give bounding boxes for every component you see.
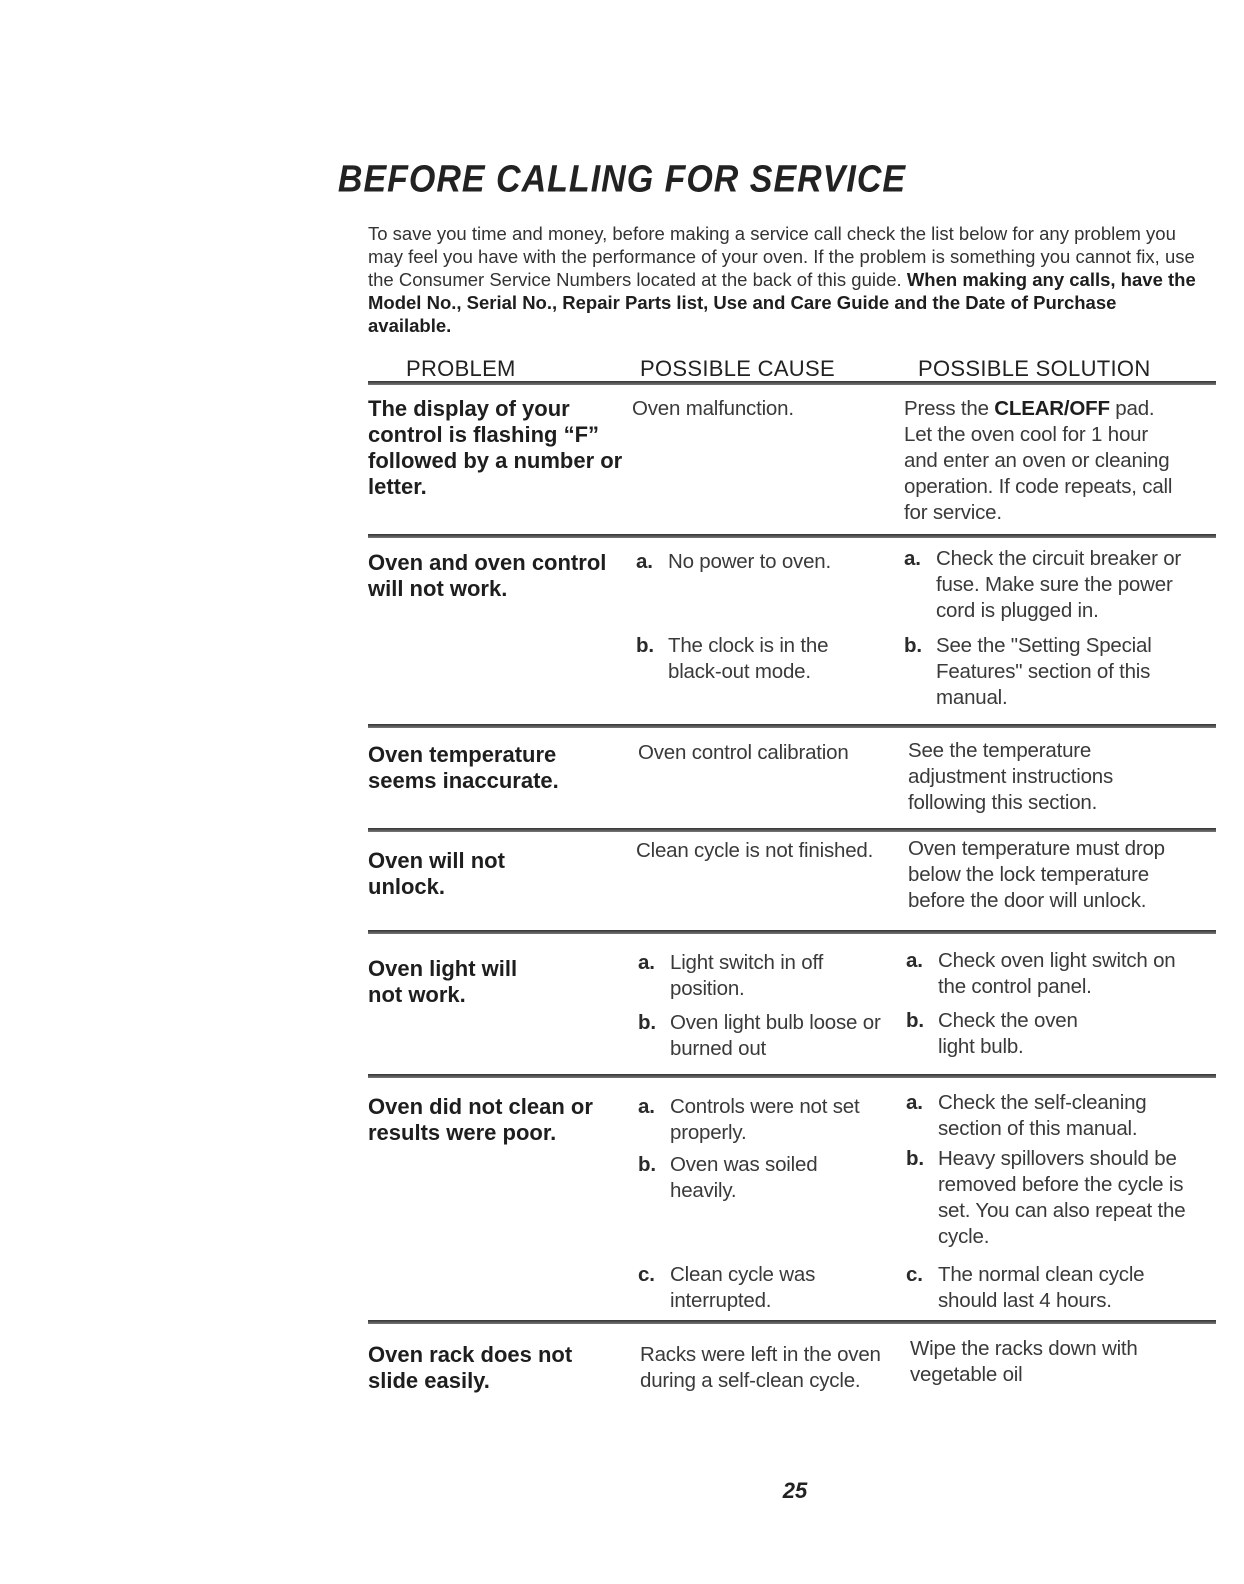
solution-item	[904, 633, 1186, 711]
row-divider	[368, 828, 1216, 832]
cause-item	[638, 1152, 838, 1204]
page-number-text: 25	[782, 1478, 808, 1503]
cause-item	[638, 1094, 888, 1146]
item-text: Light switch in off position.	[670, 951, 824, 1000]
cause-item	[636, 549, 876, 575]
item-text: See the "Setting Special Features" section of this manual.	[936, 634, 1152, 709]
cause-item	[638, 1262, 858, 1314]
item-letter: a.	[638, 951, 655, 974]
item-letter: b.	[638, 1153, 656, 1176]
item-letter: a.	[638, 1095, 655, 1118]
item-text: Check the circuit breaker or fuse. Make sure the power cord is plugged in.	[936, 547, 1182, 622]
intro-bold-text: When making any calls, have the Model No., Serial No., Repair Parts list, Use and Care Guide and the Date of Purchase available.	[368, 269, 1196, 336]
solution-item	[906, 1090, 1188, 1142]
solution-text: pad. Let the oven cool for 1 hour and enter an oven or cleaning operation. If code repeats, call for service.	[904, 397, 1173, 524]
header-problem: PROBLEM	[406, 356, 516, 381]
solution-item	[906, 1146, 1188, 1250]
problem-oven-not-work: Oven and oven control will not work.	[368, 550, 607, 601]
item-text: Check oven light switch on the control panel.	[938, 949, 1176, 998]
solution-wipe-racks: Wipe the racks down with vegetable oil	[910, 1337, 1138, 1386]
item-text: Check the oven light bulb.	[938, 1009, 1078, 1058]
cause-clean-cycle-not-finished: Clean cycle is not finished.	[636, 839, 874, 862]
solution-temperature-adjustment: See the temperature adjustment instructions following this section.	[908, 739, 1114, 814]
problem-oven-rack: Oven rack does not slide easily.	[368, 1342, 573, 1393]
intro-text: To save you time and money, before making a service call check the list below for any problem you may feel you have with the performance of your oven. If the problem is something you cannot fix, use the Consumer Service Numbers located at the back of this guide.	[368, 223, 1195, 290]
row-divider	[368, 930, 1216, 934]
item-letter: b.	[638, 1011, 656, 1034]
solution-item	[906, 948, 1188, 1000]
item-text: The clock is in the black-out mode.	[668, 634, 829, 683]
item-text: Oven was soiled heavily.	[670, 1153, 818, 1202]
item-letter: a.	[906, 949, 923, 972]
problem-oven-did-not-clean: Oven did not clean or results were poor.	[368, 1094, 593, 1145]
solution-temperature-drop: Oven temperature must drop below the lock temperature before the door will unlock.	[908, 837, 1165, 912]
problem-display-flashing: The display of your control is flashing “F” followed by a number or letter.	[368, 396, 623, 499]
item-text: Oven light bulb loose or burned out	[670, 1011, 881, 1060]
item-letter: c.	[906, 1263, 923, 1286]
row-divider	[368, 534, 1216, 538]
header-possible-solution: POSSIBLE SOLUTION	[918, 356, 1151, 381]
row-divider	[368, 381, 1216, 385]
cause-oven-malfunction: Oven malfunction.	[632, 397, 794, 420]
solution-item	[906, 1008, 1106, 1060]
page-title: BEFORE CALLING FOR SERVICE	[337, 157, 907, 201]
item-letter: a.	[904, 547, 921, 570]
item-text: Controls were not set properly.	[670, 1095, 860, 1144]
item-letter: b.	[906, 1009, 924, 1032]
cause-control-calibration: Oven control calibration	[638, 741, 849, 764]
item-text: Clean cycle was interrupted.	[670, 1263, 816, 1312]
problem-oven-light: Oven light will not work.	[368, 956, 518, 1007]
solution-item	[906, 1262, 1188, 1314]
item-letter: a.	[636, 550, 653, 573]
row-divider	[368, 724, 1216, 728]
clear-off-pad-label: CLEAR/OFF	[994, 397, 1110, 420]
item-letter: a.	[906, 1091, 923, 1114]
cause-item	[638, 1010, 888, 1062]
page-number	[0, 1478, 1244, 1504]
item-text: Heavy spillovers should be removed before the cycle is set. You can also repeat the cycle.	[938, 1147, 1186, 1248]
intro-paragraph	[368, 222, 1198, 337]
item-text: Check the self-cleaning section of this manual.	[938, 1091, 1147, 1140]
row-divider	[368, 1074, 1216, 1078]
solution-text: Press the	[904, 397, 995, 420]
item-letter: b.	[636, 634, 654, 657]
header-possible-cause: POSSIBLE CAUSE	[640, 356, 835, 381]
item-text: No power to oven.	[668, 550, 831, 573]
cause-racks-left: Racks were left in the oven during a self-clean cycle.	[640, 1343, 881, 1392]
cause-item	[636, 633, 876, 685]
item-letter: b.	[904, 634, 922, 657]
item-text: The normal clean cycle should last 4 hours.	[938, 1263, 1145, 1312]
solution-item	[904, 546, 1186, 624]
solution-clear-off	[904, 396, 1184, 526]
problem-oven-will-not-unlock: Oven will not unlock.	[368, 848, 505, 899]
item-letter: c.	[638, 1263, 655, 1286]
problem-temperature-inaccurate: Oven temperature seems inaccurate.	[368, 742, 559, 793]
item-letter: b.	[906, 1147, 924, 1170]
row-divider	[368, 1320, 1216, 1324]
cause-item	[638, 950, 888, 1002]
